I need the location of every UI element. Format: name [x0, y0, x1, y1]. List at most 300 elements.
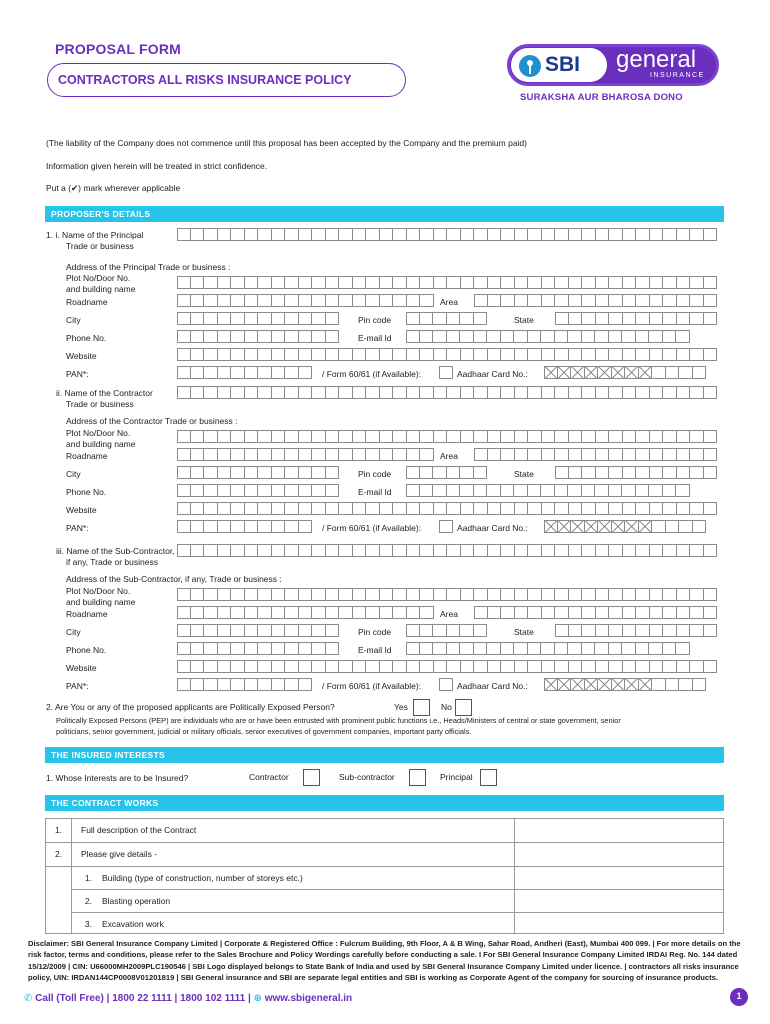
char-box[interactable] [258, 484, 272, 497]
char-box[interactable] [285, 348, 299, 361]
char-box[interactable] [245, 312, 259, 325]
char-box[interactable] [571, 366, 585, 379]
char-box[interactable] [299, 502, 313, 515]
char-box[interactable] [191, 466, 205, 479]
char-box[interactable] [663, 386, 677, 399]
char-box[interactable] [636, 484, 650, 497]
building-answer[interactable] [515, 867, 724, 890]
char-box[interactable] [515, 228, 529, 241]
char-box[interactable] [353, 430, 367, 443]
char-box[interactable] [623, 448, 637, 461]
char-box[interactable] [204, 448, 218, 461]
char-box[interactable] [231, 520, 245, 533]
char-box[interactable] [299, 520, 313, 533]
char-box[interactable] [582, 294, 596, 307]
char-box[interactable] [177, 544, 191, 557]
char-box[interactable] [433, 330, 447, 343]
char-box[interactable] [393, 502, 407, 515]
char-box[interactable] [596, 276, 610, 289]
char-box[interactable] [623, 430, 637, 443]
char-box[interactable] [380, 276, 394, 289]
char-box[interactable] [612, 678, 626, 691]
char-box[interactable] [625, 678, 639, 691]
char-box[interactable] [231, 366, 245, 379]
char-box[interactable] [528, 276, 542, 289]
char-box[interactable] [622, 330, 636, 343]
char-box[interactable] [704, 276, 718, 289]
char-box[interactable] [312, 386, 326, 399]
char-box[interactable] [690, 624, 704, 637]
principal-city-boxes[interactable] [177, 312, 339, 325]
char-box[interactable] [596, 660, 610, 673]
char-box[interactable] [177, 660, 191, 673]
char-box[interactable] [652, 520, 666, 533]
char-box[interactable] [272, 502, 286, 515]
char-box[interactable] [704, 660, 718, 673]
char-box[interactable] [204, 330, 218, 343]
char-box[interactable] [487, 642, 501, 655]
subcontractor-name-boxes[interactable] [177, 544, 717, 557]
char-box[interactable] [393, 606, 407, 619]
char-box[interactable] [542, 448, 556, 461]
principal-pan-boxes[interactable] [177, 366, 312, 379]
char-box[interactable] [609, 348, 623, 361]
char-box[interactable] [407, 430, 421, 443]
char-box[interactable] [191, 624, 205, 637]
char-box[interactable] [501, 228, 515, 241]
char-box[interactable] [366, 660, 380, 673]
char-box[interactable] [515, 606, 529, 619]
char-box[interactable] [245, 294, 259, 307]
char-box[interactable] [312, 348, 326, 361]
char-box[interactable] [191, 544, 205, 557]
char-box[interactable] [676, 330, 690, 343]
char-box[interactable] [704, 624, 718, 637]
char-box[interactable] [636, 330, 650, 343]
char-box[interactable] [272, 312, 286, 325]
char-box[interactable] [245, 430, 259, 443]
char-box[interactable] [420, 642, 434, 655]
char-box[interactable] [582, 544, 596, 557]
char-box[interactable] [636, 544, 650, 557]
char-box[interactable] [366, 448, 380, 461]
char-box[interactable] [582, 502, 596, 515]
char-box[interactable] [569, 544, 583, 557]
char-box[interactable] [353, 502, 367, 515]
principal-form60-box[interactable] [439, 366, 453, 379]
char-box[interactable] [231, 642, 245, 655]
char-box[interactable] [663, 276, 677, 289]
char-box[interactable] [191, 228, 205, 241]
char-box[interactable] [272, 366, 286, 379]
char-box[interactable] [704, 448, 718, 461]
char-box[interactable] [177, 228, 191, 241]
char-box[interactable] [609, 642, 623, 655]
char-box[interactable] [677, 502, 691, 515]
char-box[interactable] [258, 330, 272, 343]
char-box[interactable] [542, 606, 556, 619]
char-box[interactable] [285, 366, 299, 379]
char-box[interactable] [595, 642, 609, 655]
char-box[interactable] [677, 312, 691, 325]
char-box[interactable] [231, 678, 245, 691]
char-box[interactable] [582, 348, 596, 361]
char-box[interactable] [393, 660, 407, 673]
char-box[interactable] [677, 660, 691, 673]
char-box[interactable] [326, 642, 340, 655]
char-box[interactable] [339, 544, 353, 557]
char-box[interactable] [555, 448, 569, 461]
char-box[interactable] [231, 448, 245, 461]
char-box[interactable] [596, 348, 610, 361]
char-box[interactable] [585, 520, 599, 533]
char-box[interactable] [488, 544, 502, 557]
char-box[interactable] [528, 330, 542, 343]
char-box[interactable] [677, 466, 691, 479]
char-box[interactable] [258, 520, 272, 533]
char-box[interactable] [245, 588, 259, 601]
char-box[interactable] [636, 312, 650, 325]
char-box[interactable] [528, 448, 542, 461]
char-box[interactable] [650, 386, 664, 399]
char-box[interactable] [285, 606, 299, 619]
char-box[interactable] [299, 448, 313, 461]
char-box[interactable] [663, 660, 677, 673]
contractor-plot-boxes[interactable] [177, 430, 717, 443]
char-box[interactable] [439, 366, 453, 379]
char-box[interactable] [272, 606, 286, 619]
char-box[interactable] [393, 386, 407, 399]
char-box[interactable] [218, 606, 232, 619]
char-box[interactable] [676, 484, 690, 497]
char-box[interactable] [258, 294, 272, 307]
char-box[interactable] [528, 660, 542, 673]
option-principal-checkbox[interactable] [480, 769, 497, 786]
char-box[interactable] [555, 484, 569, 497]
char-box[interactable] [650, 276, 664, 289]
char-box[interactable] [636, 348, 650, 361]
char-box[interactable] [582, 484, 596, 497]
char-box[interactable] [663, 294, 677, 307]
char-box[interactable] [528, 294, 542, 307]
char-box[interactable] [245, 484, 259, 497]
char-box[interactable] [312, 448, 326, 461]
char-box[interactable] [515, 448, 529, 461]
char-box[interactable] [515, 294, 529, 307]
char-box[interactable] [312, 642, 326, 655]
char-box[interactable] [258, 588, 272, 601]
char-box[interactable] [488, 606, 502, 619]
char-box[interactable] [312, 588, 326, 601]
char-box[interactable] [677, 544, 691, 557]
char-box[interactable] [218, 642, 232, 655]
char-box[interactable] [542, 502, 556, 515]
char-box[interactable] [515, 348, 529, 361]
char-box[interactable] [245, 386, 259, 399]
char-box[interactable] [636, 624, 650, 637]
char-box[interactable] [501, 588, 515, 601]
char-box[interactable] [434, 386, 448, 399]
char-box[interactable] [677, 386, 691, 399]
principal-name-boxes[interactable] [177, 228, 717, 241]
char-box[interactable] [177, 448, 191, 461]
char-box[interactable] [582, 330, 596, 343]
char-box[interactable] [366, 430, 380, 443]
char-box[interactable] [380, 386, 394, 399]
char-box[interactable] [447, 312, 461, 325]
char-box[interactable] [636, 430, 650, 443]
char-box[interactable] [407, 448, 421, 461]
char-box[interactable] [299, 366, 313, 379]
char-box[interactable] [582, 466, 596, 479]
contractor-area-boxes[interactable] [474, 448, 717, 461]
char-box[interactable] [299, 660, 313, 673]
char-box[interactable] [326, 294, 340, 307]
char-box[interactable] [272, 330, 286, 343]
char-box[interactable] [663, 466, 677, 479]
char-box[interactable] [204, 228, 218, 241]
char-box[interactable] [650, 228, 664, 241]
char-box[interactable] [380, 448, 394, 461]
char-box[interactable] [191, 520, 205, 533]
char-box[interactable] [568, 642, 582, 655]
char-box[interactable] [693, 520, 707, 533]
char-box[interactable] [555, 466, 569, 479]
char-box[interactable] [447, 588, 461, 601]
contractor-pan-boxes[interactable] [177, 520, 312, 533]
char-box[interactable] [609, 660, 623, 673]
char-box[interactable] [461, 588, 475, 601]
char-box[interactable] [569, 502, 583, 515]
char-box[interactable] [555, 294, 569, 307]
char-box[interactable] [204, 312, 218, 325]
char-box[interactable] [501, 348, 515, 361]
char-box[interactable] [679, 366, 693, 379]
char-box[interactable] [245, 642, 259, 655]
char-box[interactable] [609, 544, 623, 557]
char-box[interactable] [204, 660, 218, 673]
char-box[interactable] [488, 294, 502, 307]
char-box[interactable] [555, 348, 569, 361]
char-box[interactable] [312, 228, 326, 241]
char-box[interactable] [596, 294, 610, 307]
char-box[interactable] [636, 386, 650, 399]
char-box[interactable] [690, 448, 704, 461]
char-box[interactable] [558, 366, 572, 379]
char-box[interactable] [420, 228, 434, 241]
char-box[interactable] [406, 624, 420, 637]
char-box[interactable] [299, 642, 313, 655]
char-box[interactable] [650, 466, 664, 479]
char-box[interactable] [204, 544, 218, 557]
subcontractor-website-boxes[interactable] [177, 660, 717, 673]
char-box[interactable] [677, 448, 691, 461]
char-box[interactable] [596, 448, 610, 461]
char-box[interactable] [407, 294, 421, 307]
char-box[interactable] [528, 642, 542, 655]
char-box[interactable] [258, 312, 272, 325]
char-box[interactable] [636, 276, 650, 289]
char-box[interactable] [285, 312, 299, 325]
contractor-website-boxes[interactable] [177, 502, 717, 515]
char-box[interactable] [353, 544, 367, 557]
char-box[interactable] [326, 228, 340, 241]
char-box[interactable] [690, 466, 704, 479]
char-box[interactable] [447, 642, 461, 655]
char-box[interactable] [177, 430, 191, 443]
char-box[interactable] [622, 642, 636, 655]
char-box[interactable] [677, 624, 691, 637]
char-box[interactable] [258, 624, 272, 637]
char-box[interactable] [461, 502, 475, 515]
char-box[interactable] [339, 448, 353, 461]
char-box[interactable] [366, 276, 380, 289]
subcontractor-email-boxes[interactable] [406, 642, 690, 655]
char-box[interactable] [474, 448, 488, 461]
char-box[interactable] [393, 228, 407, 241]
excavation-answer[interactable] [515, 913, 724, 934]
char-box[interactable] [609, 588, 623, 601]
char-box[interactable] [312, 330, 326, 343]
char-box[interactable] [218, 348, 232, 361]
char-box[interactable] [407, 588, 421, 601]
char-box[interactable] [177, 348, 191, 361]
char-box[interactable] [299, 294, 313, 307]
char-box[interactable] [528, 228, 542, 241]
char-box[interactable] [612, 366, 626, 379]
char-box[interactable] [258, 606, 272, 619]
char-box[interactable] [474, 312, 488, 325]
char-box[interactable] [177, 642, 191, 655]
char-box[interactable] [366, 606, 380, 619]
char-box[interactable] [677, 430, 691, 443]
char-box[interactable] [258, 430, 272, 443]
char-box[interactable] [231, 312, 245, 325]
char-box[interactable] [636, 642, 650, 655]
char-box[interactable] [474, 484, 488, 497]
char-box[interactable] [663, 606, 677, 619]
char-box[interactable] [677, 348, 691, 361]
char-box[interactable] [542, 294, 556, 307]
char-box[interactable] [191, 606, 205, 619]
char-box[interactable] [285, 448, 299, 461]
char-box[interactable] [285, 294, 299, 307]
char-box[interactable] [501, 430, 515, 443]
char-box[interactable] [623, 588, 637, 601]
char-box[interactable] [272, 660, 286, 673]
char-box[interactable] [353, 448, 367, 461]
char-box[interactable] [258, 660, 272, 673]
subcontractor-road-boxes[interactable] [177, 606, 434, 619]
char-box[interactable] [528, 386, 542, 399]
char-box[interactable] [231, 386, 245, 399]
char-box[interactable] [704, 294, 718, 307]
char-box[interactable] [204, 678, 218, 691]
char-box[interactable] [542, 430, 556, 443]
char-box[interactable] [663, 544, 677, 557]
char-box[interactable] [555, 330, 569, 343]
char-box[interactable] [407, 348, 421, 361]
char-box[interactable] [366, 228, 380, 241]
char-box[interactable] [353, 386, 367, 399]
char-box[interactable] [528, 606, 542, 619]
char-box[interactable] [501, 502, 515, 515]
char-box[interactable] [393, 430, 407, 443]
char-box[interactable] [636, 466, 650, 479]
char-box[interactable] [420, 312, 434, 325]
char-box[interactable] [245, 330, 259, 343]
char-box[interactable] [514, 484, 528, 497]
char-box[interactable] [542, 660, 556, 673]
char-box[interactable] [258, 466, 272, 479]
contractor-aadhaar-boxes[interactable] [544, 520, 706, 533]
char-box[interactable] [204, 484, 218, 497]
char-box[interactable] [585, 678, 599, 691]
char-box[interactable] [663, 642, 677, 655]
char-box[interactable] [474, 276, 488, 289]
char-box[interactable] [326, 386, 340, 399]
char-box[interactable] [582, 660, 596, 673]
char-box[interactable] [488, 386, 502, 399]
char-box[interactable] [474, 348, 488, 361]
char-box[interactable] [231, 606, 245, 619]
char-box[interactable] [339, 294, 353, 307]
char-box[interactable] [460, 312, 474, 325]
char-box[interactable] [652, 366, 666, 379]
char-box[interactable] [231, 588, 245, 601]
char-box[interactable] [218, 466, 232, 479]
char-box[interactable] [312, 624, 326, 637]
char-box[interactable] [380, 430, 394, 443]
char-box[interactable] [623, 276, 637, 289]
principal-aadhaar-boxes[interactable] [544, 366, 706, 379]
char-box[interactable] [191, 312, 205, 325]
char-box[interactable] [218, 660, 232, 673]
char-box[interactable] [555, 606, 569, 619]
char-box[interactable] [353, 660, 367, 673]
char-box[interactable] [609, 448, 623, 461]
char-box[interactable] [285, 678, 299, 691]
char-box[interactable] [326, 660, 340, 673]
char-box[interactable] [312, 276, 326, 289]
char-box[interactable] [515, 430, 529, 443]
char-box[interactable] [690, 660, 704, 673]
char-box[interactable] [204, 502, 218, 515]
char-box[interactable] [541, 330, 555, 343]
char-box[interactable] [218, 312, 232, 325]
char-box[interactable] [569, 294, 583, 307]
char-box[interactable] [177, 366, 191, 379]
char-box[interactable] [639, 366, 653, 379]
pep-yes-checkbox[interactable] [413, 699, 430, 716]
char-box[interactable] [488, 276, 502, 289]
char-box[interactable] [704, 544, 718, 557]
char-box[interactable] [447, 430, 461, 443]
char-box[interactable] [461, 348, 475, 361]
char-box[interactable] [312, 660, 326, 673]
char-box[interactable] [299, 678, 313, 691]
char-box[interactable] [272, 276, 286, 289]
char-box[interactable] [191, 484, 205, 497]
char-box[interactable] [191, 448, 205, 461]
char-box[interactable] [474, 294, 488, 307]
char-box[interactable] [204, 588, 218, 601]
char-box[interactable] [693, 366, 707, 379]
char-box[interactable] [582, 386, 596, 399]
char-box[interactable] [649, 484, 663, 497]
char-box[interactable] [528, 502, 542, 515]
char-box[interactable] [650, 660, 664, 673]
